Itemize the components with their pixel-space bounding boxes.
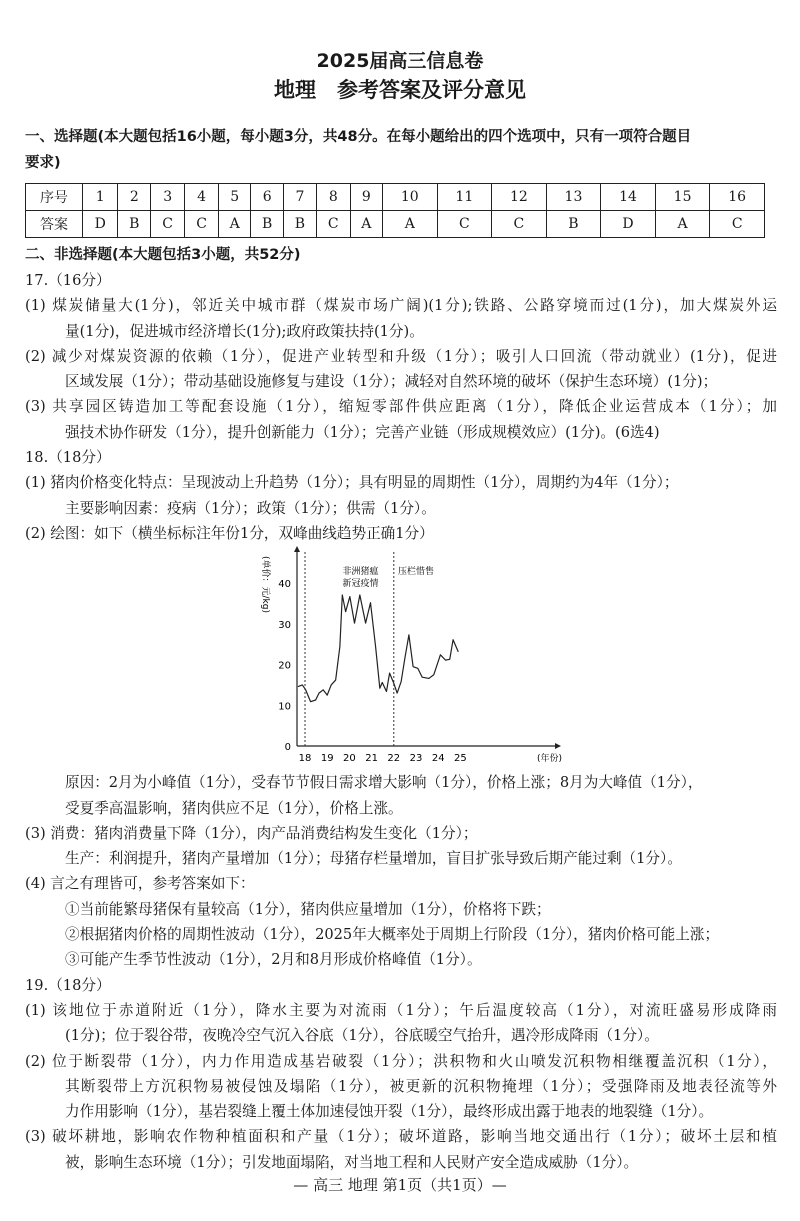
answer-cell: A bbox=[655, 211, 710, 238]
chart-svg bbox=[255, 546, 565, 770]
x-tick-label: 25 bbox=[454, 753, 467, 765]
answer-line: 生产：利润提升，猪肉产量增加（1分）；母猪存栏量增加，盲目扩张导致后期产能过剩（1分）。 bbox=[65, 850, 682, 868]
data-point bbox=[422, 677, 423, 678]
data-point bbox=[342, 595, 343, 596]
data-point bbox=[428, 678, 429, 679]
answer-line: (2) 绘图：如下（横坐标标注年份1分，双峰曲线趋势正确1分） bbox=[25, 524, 434, 542]
question-number: 10 bbox=[382, 184, 437, 211]
answer-line: (2) 减少对煤炭资源的依赖（1分），促进产业转型和升级（1分）；吸引人口回流（带动就业）(1分)，促进 bbox=[25, 347, 777, 365]
x-tick-label: 20 bbox=[343, 753, 356, 765]
y-tick-label: 30 bbox=[278, 620, 291, 632]
answer-line: 被，影响生态环境（1分）；引发地面塌陷，对当地工程和人民财产安全造成威胁（1分）。 bbox=[65, 1153, 639, 1171]
answer-line: 17.（16分） bbox=[25, 272, 111, 289]
answer-line: ①当前能繁母猪保有量较高（1分），猪肉供应量增加（1分），价格将下跌； bbox=[65, 900, 551, 918]
question-number: 8 bbox=[316, 184, 350, 211]
answer-line: (1) 该地位于赤道附近（1分），降水主要为对流雨（1分）；午后温度较高（1分），对流旺盛易形成降雨 bbox=[25, 1001, 777, 1019]
answer-line: (1分)；位于裂谷带，夜晚冷空气沉入谷底（1分），谷底暖空气抬升，遇冷形成降雨（1分）。 bbox=[65, 1027, 659, 1045]
question-number: 9 bbox=[350, 184, 382, 211]
answer-cell: C bbox=[185, 211, 219, 238]
answer-line: (1) 煤炭储量大(1分)，邻近关中城市群（煤炭市场广阔)(1分);铁路、公路穿境而过(1分)，加大煤炭外运 bbox=[25, 297, 777, 315]
y-axis-label: (单价：元/kg) bbox=[260, 556, 270, 614]
y-tick-label: 10 bbox=[278, 701, 291, 713]
answer-line: 原因：2月为小峰值（1分），受春节节假日需求增大影响（1分），价格上涨；8月为大峰值（1分）， bbox=[65, 774, 703, 792]
question-number: 11 bbox=[437, 184, 492, 211]
data-point bbox=[408, 635, 409, 636]
chart-annotation: 新冠疫情 bbox=[342, 579, 379, 590]
x-tick-label: 21 bbox=[365, 753, 378, 765]
answer-cell: B bbox=[546, 211, 601, 238]
answer-cell: D bbox=[601, 211, 656, 238]
data-point bbox=[379, 688, 380, 689]
answer-cell: A bbox=[382, 211, 437, 238]
answer-cell: B bbox=[118, 211, 151, 238]
section1-heading bbox=[25, 124, 780, 176]
section2-heading: 二、非选择题(本大题包括3小题，共52分) bbox=[25, 247, 301, 263]
answer-cell: C bbox=[437, 211, 492, 238]
document-title: 2025届高三信息卷 bbox=[316, 50, 484, 72]
table-row-answers bbox=[26, 211, 765, 238]
question-number: 13 bbox=[546, 184, 601, 211]
data-point bbox=[382, 682, 383, 683]
data-point bbox=[310, 702, 311, 703]
answer-cell: C bbox=[492, 211, 547, 238]
chart-annotation: 非洲猪瘟 bbox=[342, 567, 379, 578]
data-point bbox=[453, 640, 454, 641]
answer-cell: C bbox=[710, 211, 765, 238]
data-point bbox=[359, 595, 360, 596]
data-point bbox=[375, 647, 376, 648]
data-point bbox=[335, 680, 336, 681]
data-point bbox=[305, 690, 306, 691]
pork-price-chart bbox=[25, 546, 777, 770]
answer-table bbox=[25, 183, 765, 238]
page-footer: — 高三 地理 第1页（共1页）— bbox=[293, 1176, 507, 1194]
table-row-numbers bbox=[26, 184, 765, 211]
y-tick-label: 20 bbox=[278, 660, 291, 672]
y-tick-label: 40 bbox=[278, 579, 291, 591]
x-tick-label: 22 bbox=[387, 753, 401, 765]
question-number: 3 bbox=[151, 184, 185, 211]
answer-line: ③可能产生季节性波动（1分），2月和8月形成价格峰值（1分）。 bbox=[65, 951, 482, 969]
price-line bbox=[298, 595, 458, 702]
question-number: 15 bbox=[655, 184, 710, 211]
question-number: 2 bbox=[118, 184, 151, 211]
answer-line: (2) 位于断裂带（1分），内力作用造成基岩破裂（1分）；洪积物和火山喷发沉积物相继覆盖沉积（1分）， bbox=[25, 1052, 777, 1070]
question-number: 1 bbox=[83, 184, 118, 211]
x-tick-label: 23 bbox=[409, 753, 423, 765]
answer-line: 18.（18分） bbox=[25, 449, 111, 467]
answer-cell: C bbox=[316, 211, 350, 238]
row-label: 序号 bbox=[26, 184, 83, 211]
data-point bbox=[365, 623, 366, 624]
answer-cell: B bbox=[284, 211, 317, 238]
question-number: 7 bbox=[284, 184, 317, 211]
row-label: 答案 bbox=[26, 211, 83, 238]
chart-annotation: 压栏惜售 bbox=[397, 567, 435, 578]
answer-cell: D bbox=[83, 211, 118, 238]
document-subtitle: 地理 参考答案及评分意见 bbox=[274, 78, 526, 102]
question-number: 14 bbox=[601, 184, 656, 211]
answer-line: 受夏季高温影响，猪肉供应不足（1分），价格上涨。 bbox=[65, 799, 403, 817]
answer-line: (4) 言之有理皆可，参考答案如下： bbox=[25, 875, 255, 893]
question-number: 16 bbox=[710, 184, 765, 211]
answer-line: 量(1分)，促进城市经济增长(1分);政府政策扶持(1分)。 bbox=[65, 322, 424, 340]
question-number: 5 bbox=[219, 184, 251, 211]
answer-cell: B bbox=[251, 211, 284, 238]
data-point bbox=[323, 690, 324, 691]
data-point bbox=[370, 603, 371, 604]
data-point bbox=[445, 660, 446, 661]
y-tick-label: 0 bbox=[284, 742, 291, 754]
answer-line: 其断裂带上方沉积物易被侵蚀及塌陷（1分），被更新的沉积物掩埋（1分）；受强降雨及地表径流等外 bbox=[65, 1077, 777, 1095]
data-point bbox=[440, 655, 441, 656]
x-tick-label: 19 bbox=[320, 753, 334, 765]
data-point bbox=[327, 695, 328, 696]
data-point bbox=[302, 685, 303, 686]
data-point bbox=[315, 700, 316, 701]
section1-heading-line: 一、选择题(本大题包括16小题，每小题3分，共48分。在每小题给出的四个选项中，只有一项符合题目 bbox=[25, 129, 692, 145]
answer-line: 19.（18分） bbox=[25, 976, 111, 994]
answer-line: 区域发展（1分）；带动基础设施修复与建设（1分）；减轻对自然环境的破坏（保护生态环境）(1分)； bbox=[65, 373, 718, 391]
answer-line: (3) 共享园区铸造加工等配套设施（1分），缩短零部件供应距离（1分），降低企业运营成本（1分）；加 bbox=[25, 398, 777, 416]
data-point bbox=[354, 623, 355, 624]
question-number: 12 bbox=[492, 184, 547, 211]
data-point bbox=[449, 659, 450, 660]
answer-body bbox=[25, 268, 777, 1175]
data-point bbox=[405, 658, 406, 659]
data-point bbox=[298, 686, 299, 687]
data-point bbox=[331, 685, 332, 686]
answer-line: 力作用影响（1分），基岩裂缝上覆土体加速侵蚀开裂（1分），最终形成出露于地表的地裂缝（1分）。 bbox=[65, 1103, 714, 1121]
data-point bbox=[389, 673, 390, 674]
data-point bbox=[413, 667, 414, 668]
answer-line: 强技术协作研发（1分），提升创新能力（1分）；完善产业链（形成规模效应）(1分)。(6选4) bbox=[65, 423, 660, 441]
data-point bbox=[458, 651, 459, 652]
answer-line: (3) 破坏耕地，影响农作物种植面积和产量（1分）；破坏道路，影响当地交通出行（1分）；破坏土层和植 bbox=[25, 1128, 777, 1146]
data-point bbox=[401, 682, 402, 683]
data-point bbox=[339, 647, 340, 648]
data-point bbox=[393, 683, 394, 684]
x-tick-label: 18 bbox=[298, 753, 312, 765]
x-axis-arrow bbox=[555, 743, 561, 749]
data-point bbox=[345, 612, 346, 613]
answer-cell: A bbox=[219, 211, 251, 238]
data-point bbox=[397, 693, 398, 694]
x-tick-label: 24 bbox=[431, 753, 445, 765]
data-point bbox=[433, 675, 434, 676]
y-axis-arrow bbox=[294, 546, 300, 552]
answer-cell: C bbox=[151, 211, 185, 238]
answer-line: ②根据猪肉价格的周期性波动（1分），2025年大概率处于周期上行阶段（1分），猪肉价格可能上涨； bbox=[65, 926, 720, 944]
answer-cell: A bbox=[350, 211, 382, 238]
data-point bbox=[417, 668, 418, 669]
answer-line: (3) 消费：猪肉消费量下降（1分），肉产品消费结构发生变化（1分）； bbox=[25, 824, 478, 842]
question-number: 4 bbox=[185, 184, 219, 211]
section1-heading-line: 要求) bbox=[25, 155, 61, 171]
x-axis-label: (年份) bbox=[537, 754, 563, 765]
answer-line: (1) 猪肉价格变化特点：呈现波动上升趋势（1分）；具有明显的周期性（1分），周期约为4年（1分）； bbox=[25, 474, 679, 492]
data-point bbox=[319, 693, 320, 694]
answer-line: 主要影响因素：疫病（1分）；政策（1分）；供需（1分）。 bbox=[65, 499, 436, 517]
data-point bbox=[386, 691, 387, 692]
question-number: 6 bbox=[251, 184, 284, 211]
data-point bbox=[349, 596, 350, 597]
